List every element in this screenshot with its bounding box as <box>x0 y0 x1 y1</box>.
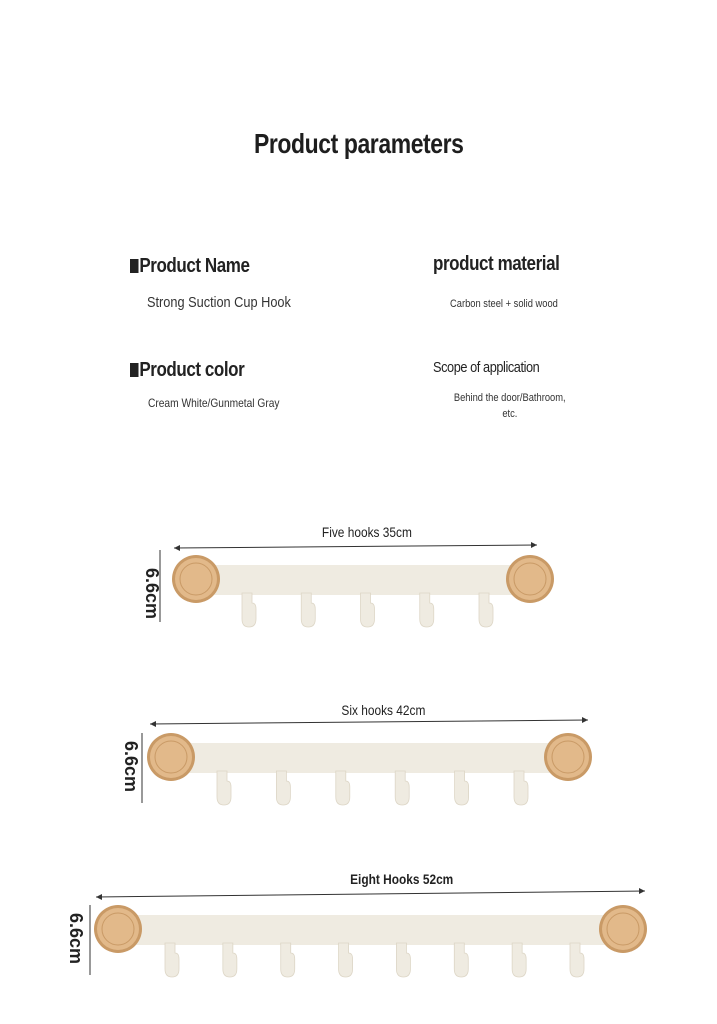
wood-cap-face <box>547 736 589 778</box>
wood-cap-face <box>602 908 644 950</box>
hook <box>242 593 256 627</box>
bar-body <box>196 565 530 595</box>
hook <box>336 771 350 805</box>
five-hooks-label: Five hooks 35cm <box>311 524 423 540</box>
hook <box>276 771 290 805</box>
five-hooks-illustration <box>130 530 580 630</box>
hook <box>217 771 231 805</box>
hook-bar <box>172 555 554 627</box>
eight-hooks-label: Eight Hooks 52cm <box>338 871 465 887</box>
product-name-label: Product Name <box>130 255 271 278</box>
hook-bar <box>147 733 592 805</box>
eight-hooks-illustration <box>60 875 660 985</box>
six-hooks-illustration <box>120 705 600 815</box>
hook <box>455 771 469 805</box>
hook <box>223 943 237 977</box>
hook <box>420 593 434 627</box>
hook-bar <box>94 905 647 977</box>
page-title: Product parameters <box>253 128 464 159</box>
six-hooks-height: 6.6cm <box>121 740 142 793</box>
six-hooks-label: Six hooks 42cm <box>331 702 436 718</box>
hook <box>339 943 353 977</box>
bar-body <box>171 743 568 773</box>
wood-cap-face <box>150 736 192 778</box>
hook <box>165 943 179 977</box>
eight-hooks-height: 6.6cm <box>66 912 87 965</box>
hook <box>512 943 526 977</box>
bar-body <box>118 915 623 945</box>
hook <box>570 943 584 977</box>
hook <box>479 593 493 627</box>
bullet-box-icon <box>130 259 139 273</box>
five-hooks-height: 6.6cm <box>142 567 163 620</box>
product-color-label: Product color <box>130 359 265 382</box>
hook <box>281 943 295 977</box>
hook <box>301 593 315 627</box>
wood-cap-face <box>509 558 551 600</box>
wood-cap-face <box>97 908 139 950</box>
wood-cap-face <box>175 558 217 600</box>
hook <box>454 943 468 977</box>
product-color-value: Cream White/Gunmetal Gray <box>148 396 280 410</box>
hook <box>396 943 410 977</box>
hook <box>361 593 375 627</box>
hook <box>395 771 409 805</box>
hook <box>514 771 528 805</box>
product-material-label: product material <box>433 253 560 275</box>
product-material-value: Carbon steel + solid wood <box>450 298 558 310</box>
scope-label: Scope of application <box>433 359 540 376</box>
bullet-box-icon <box>130 363 139 377</box>
scope-value: Behind the door/Bathroom, etc. <box>454 392 566 420</box>
product-name-value: Strong Suction Cup Hook <box>147 294 291 311</box>
